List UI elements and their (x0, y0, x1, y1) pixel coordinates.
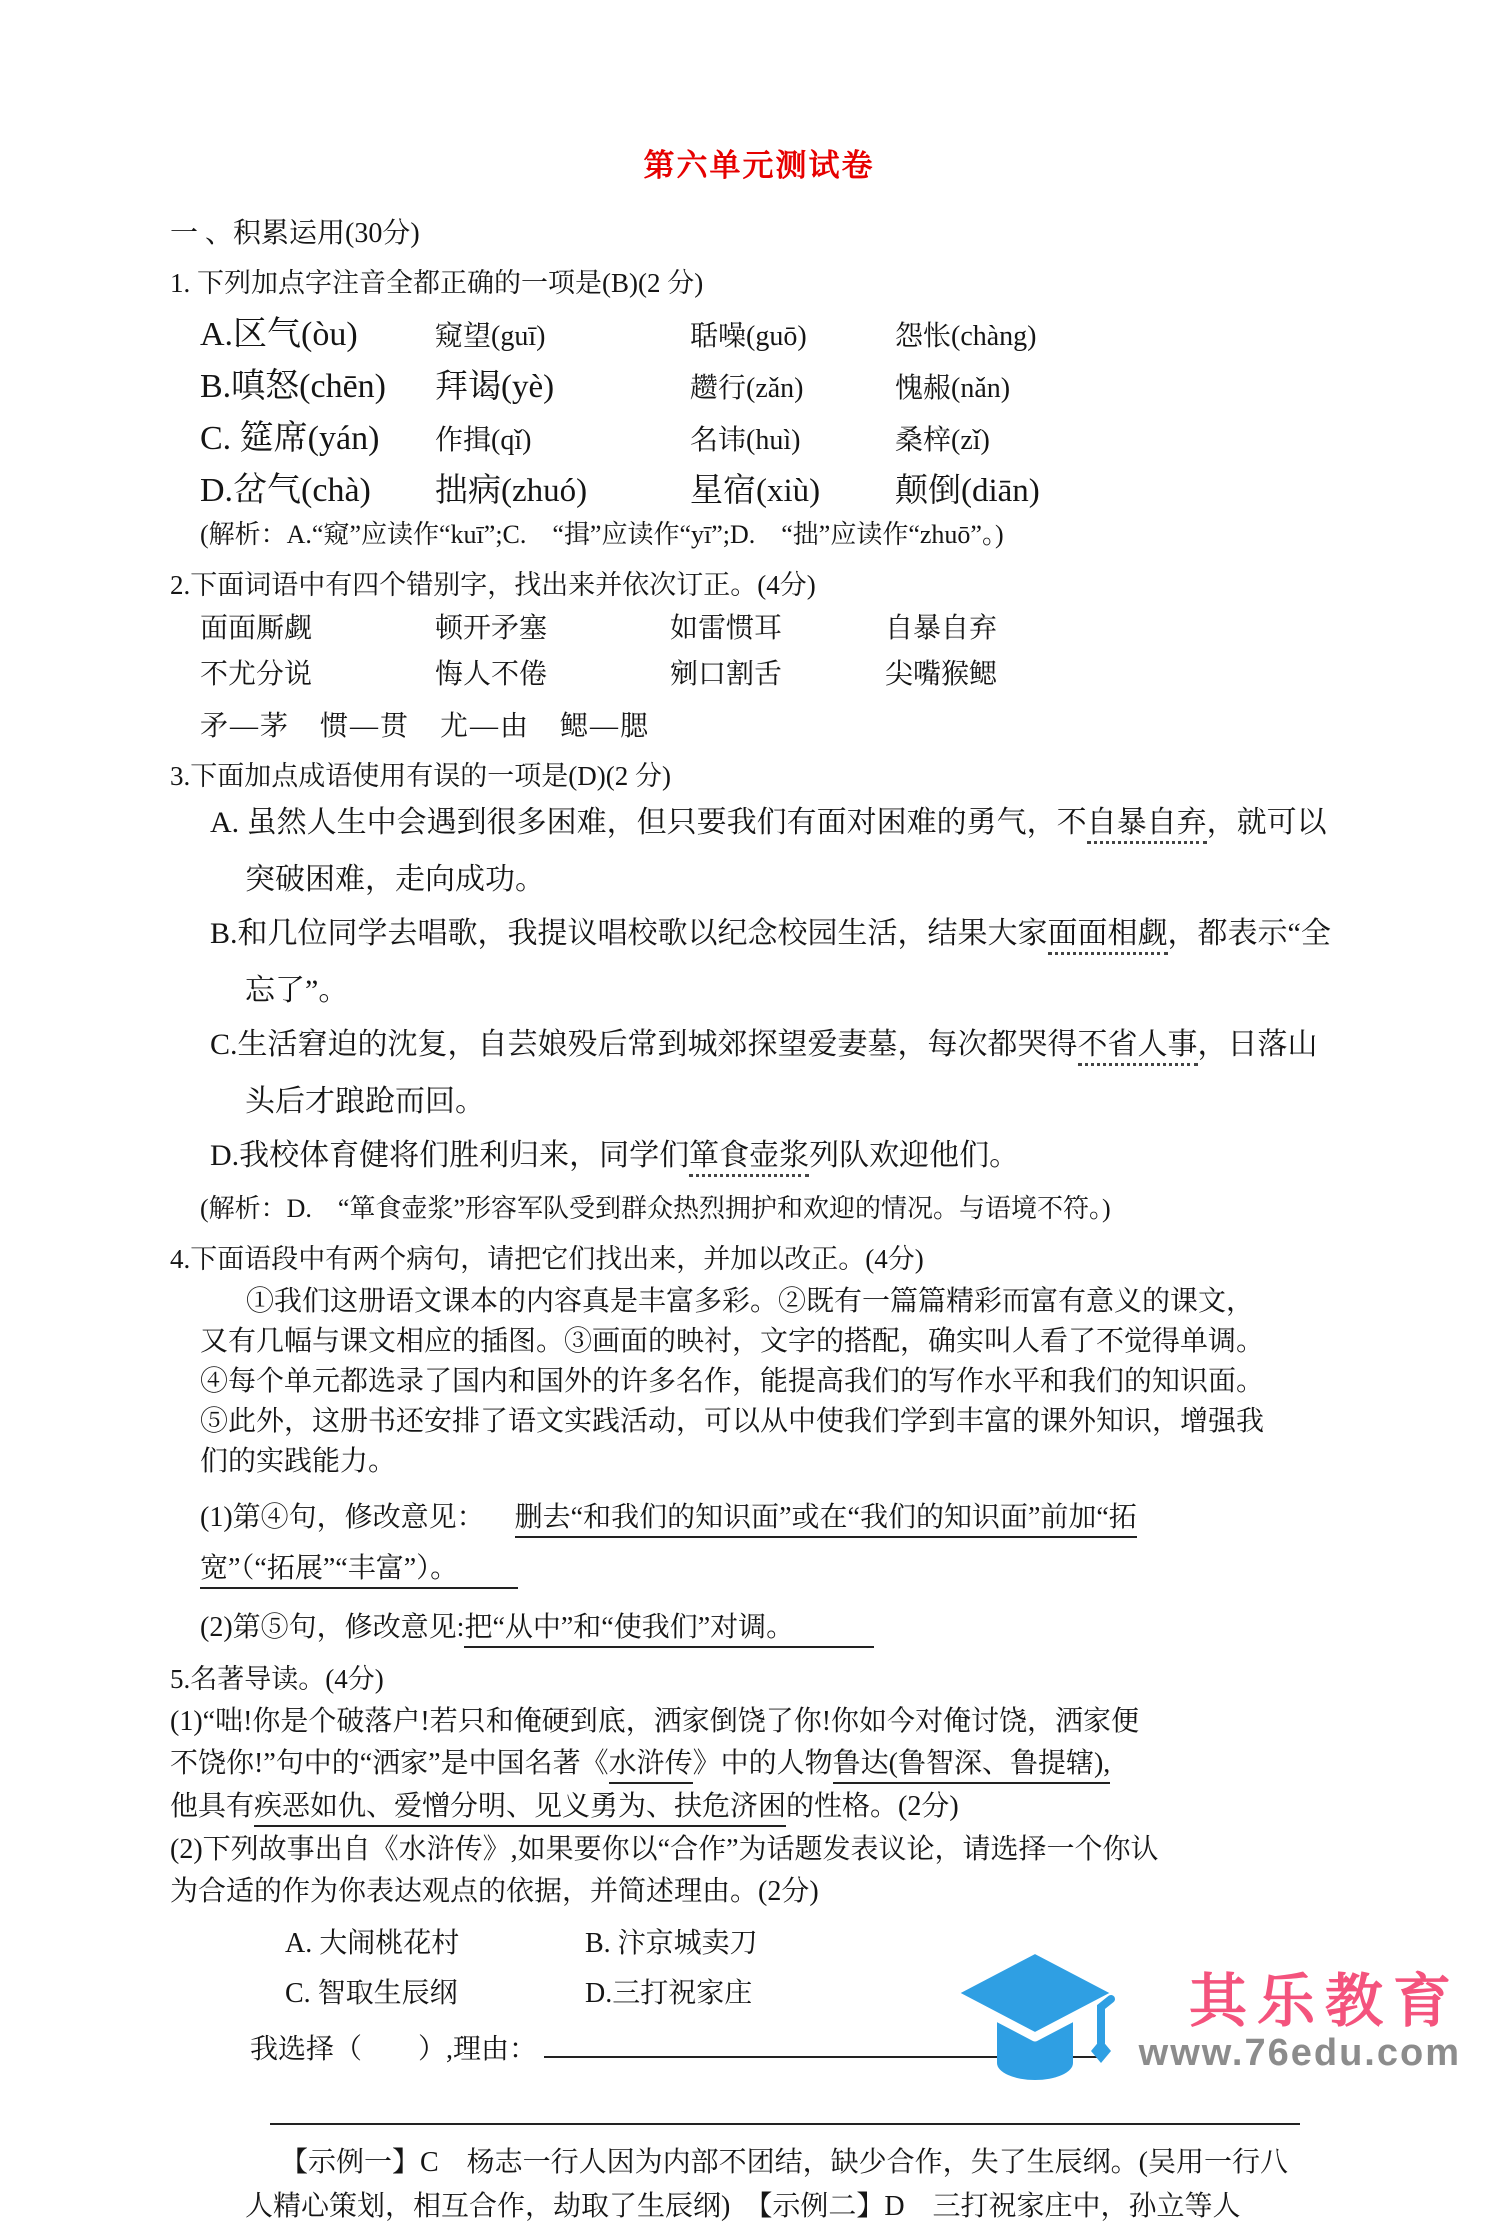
q3-option-b (210, 914, 1348, 955)
q5-quote-line (170, 1787, 1348, 1828)
brand-logo (945, 1941, 1461, 2106)
underlined-answer: 水浒传 (609, 1748, 693, 1784)
q2-word-row (200, 608, 1348, 650)
choose-label: 我选择（ ）,理由： (250, 2033, 538, 2065)
table-row (200, 306, 1348, 355)
q5-part2-line: (2)下列故事出自《水浒传》,如果要你以“合作”为话题发表议论，请选择一个你认 (170, 1833, 1159, 1865)
q4-stem: 4.下面语段中有两个病句，请把它们找出来，并加以改正。(4分) (170, 1244, 924, 1275)
word-item: 顿开矛塞 (435, 613, 548, 645)
q2-answer: 矛—茅 惯—贯 尤—由 鳃—腮 (200, 711, 651, 743)
idiom-emphasis: 自暴自弃 (1087, 806, 1207, 844)
paragraph-line: 又有几幅与课文相应的插图。③画面的映衬，文字的搭配，确实叫人看了不觉得单调。 (200, 1326, 1265, 1358)
quote-text: 不饶你!”句中的“洒家”是中国名著《 (170, 1748, 609, 1780)
option-text: C.生活窘迫的沈复，自芸娘殁后常到城郊探望爱妻墓，每次都哭得 (210, 1028, 1078, 1062)
pinyin-cell: 窥望(guī) (435, 321, 546, 352)
table-row (200, 462, 1348, 511)
revision-answer-underline: 删去“和我们的知识面”或在“我们的知识面”前加“拓 (515, 1502, 1137, 1538)
choice-item: B. 汴京城卖刀 (585, 1927, 758, 1959)
divider-line (270, 2123, 1300, 2125)
option-text: 列队欢迎他们。 (809, 1139, 1020, 1173)
q4-paragraph (200, 1282, 1348, 1482)
table-row (200, 358, 1348, 407)
brand-url: www.76edu.com (1138, 2032, 1461, 2075)
pinyin-cell: 趱行(zǎn) (690, 373, 804, 404)
word-item: 悔人不倦 (435, 659, 548, 691)
sample-answer-line: 人精心策划，相互合作，劫取了生辰纲) 【示例二】D 三打祝家庄中，孙立等人 (245, 2191, 1241, 2223)
option-text: ，都表示“全 (1167, 917, 1331, 951)
q4-revision-2 (200, 1606, 1348, 1651)
q3-option-a-wrap: 突破困难，走向成功。 (245, 862, 545, 896)
quote-text: 》中的人物 (692, 1748, 833, 1780)
underlined-answer: 鲁达(鲁智深、鲁提辖), (833, 1748, 1111, 1784)
section-heading: 一 、积累运用(30分) (170, 218, 420, 249)
paper-content (170, 140, 1348, 2232)
pinyin-cell: 星宿(xiù) (690, 473, 821, 509)
idiom-emphasis: 面面相觑 (1048, 917, 1168, 955)
pinyin-cell: 聒噪(guō) (690, 321, 807, 352)
q5-quote-line: (1)“咄!你是个破落户!若只和俺硬到底，洒家倒饶了你!你如今对俺讨饶，洒家便 (170, 1705, 1140, 1737)
q1-analysis: (解析：A.“窥”应读作“kuī”;C. “揖”应读作“yī”;D. “拙”应读作“zhuō”。) (200, 520, 1004, 549)
q5-quote-line (170, 1744, 1348, 1785)
word-item: 尖嘴猴鳃 (885, 659, 998, 691)
pinyin-cell: D.岔气(chà) (200, 472, 371, 509)
underlined-answer: 疾恶如仇、爱憎分明、见义勇为、扶危济困 (254, 1791, 786, 1827)
pinyin-cell: C. 筵席(yán) (200, 420, 380, 457)
q2-stem: 2.下面词语中有四个错别字，找出来并依次订正。(4分) (170, 570, 816, 601)
pinyin-cell: 名讳(huì) (690, 425, 801, 456)
q5-stem: 5.名著导读。(4分) (170, 1663, 384, 1694)
q3-option-c-wrap: 头后才踉跄而回。 (245, 1084, 485, 1118)
q4-revision-1 (200, 1496, 1348, 1541)
page-title: 第六单元测试卷 (643, 148, 875, 183)
q3-option-c (210, 1025, 1348, 1066)
pinyin-cell: B.嗔怒(chēn) (200, 368, 387, 405)
revision-label: (1)第④句，修改意见： (200, 1502, 485, 1534)
pinyin-cell: 愧赧(nǎn) (895, 373, 1011, 404)
quote-text: 的性格。(2分) (786, 1791, 959, 1823)
pinyin-cell: 颠倒(diān) (895, 473, 1040, 509)
paragraph-line: ①我们这册语文课本的内容真是丰富多彩。②既有一篇篇精彩而富有意义的课文， (246, 1286, 1255, 1318)
brand-name: 其乐教育 (1188, 1969, 1461, 2035)
pinyin-cell: 桑梓(zǐ) (895, 425, 990, 456)
choice-item: A. 大闹桃花村 (285, 1927, 460, 1959)
q5-part2-line: 为合适的作为你表达观点的依据，并简述理由。(2分) (170, 1876, 819, 1908)
brand-text-block (1138, 1969, 1461, 2075)
pinyin-cell: 作揖(qǐ) (435, 425, 532, 456)
word-item: 面面厮觑 (200, 613, 313, 645)
q1-stem: 1. 下列加点字注音全都正确的一项是(B)(2 分) (170, 268, 704, 298)
word-item: 如雷惯耳 (670, 613, 783, 645)
word-item: 自暴自弃 (885, 613, 998, 645)
q2-word-row (200, 654, 1348, 696)
option-text: B.和几位同学去唱歌，我提议唱校歌以纪念校园生活，结果大家 (210, 917, 1048, 951)
pinyin-cell: 怨怅(chàng) (895, 321, 1037, 352)
idiom-emphasis: 不省人事 (1078, 1028, 1198, 1066)
q1-pinyin-table (200, 306, 1348, 511)
q4-revision-1-wrap (200, 1547, 1348, 1592)
sample-answer-line: 【示例一】C 杨志一行人因为内部不团结，缺少合作，失了生辰纲。(吴用一行八 (280, 2146, 1289, 2178)
q3-analysis: (解析：D. “箪食壶浆”形容军队受到群众热烈拥护和欢迎的情况。与语境不符。) (200, 1193, 1111, 1223)
pinyin-cell: 拙病(zhuó) (435, 473, 588, 509)
revision-label: (2)第⑤句，修改意见: (200, 1612, 465, 1644)
table-row (200, 410, 1348, 459)
option-text: ，日落山 (1197, 1028, 1318, 1062)
pinyin-cell: A.区气(òu) (200, 316, 358, 353)
graduation-cap-icon (945, 1941, 1125, 2106)
revision-answer-underline: 宽”（“拓展”“丰富”）。 (200, 1553, 518, 1589)
paragraph-line: ④每个单元都选录了国内和国外的许多名作，能提高我们的写作水平和我们的知识面。 (200, 1366, 1265, 1398)
q3-option-a (210, 803, 1348, 844)
option-text: A. 虽然人生中会遇到很多困难，但只要我们有面对困难的勇气，不 (210, 806, 1087, 840)
q3-option-b-wrap: 忘了”。 (245, 973, 349, 1007)
word-item: 剜口割舌 (670, 659, 783, 691)
option-text: ，就可以 (1206, 806, 1327, 840)
revision-answer-underline: 把“从中”和“使我们”对调。 (464, 1612, 874, 1648)
q3-option-d (210, 1136, 1348, 1177)
pinyin-cell: 拜谒(yè) (435, 369, 555, 405)
paragraph-line: ⑤此外，这册书还安排了语文实践活动，可以从中使我们学到丰富的课外知识，增强我 (200, 1406, 1265, 1438)
word-item: 不尤分说 (200, 659, 313, 691)
paragraph-line: 们的实践能力。 (200, 1446, 397, 1478)
q3-stem: 3.下面加点成语使用有误的一项是(D)(2 分) (170, 761, 671, 792)
choice-item: C. 智取生辰纲 (285, 1977, 458, 2009)
choice-item: D.三打祝家庄 (585, 1977, 753, 2009)
quote-text: 他具有 (170, 1791, 255, 1823)
option-text: D.我校体育健将们胜利归来，同学们 (210, 1139, 690, 1173)
idiom-emphasis: 箪食壶浆 (689, 1139, 809, 1177)
